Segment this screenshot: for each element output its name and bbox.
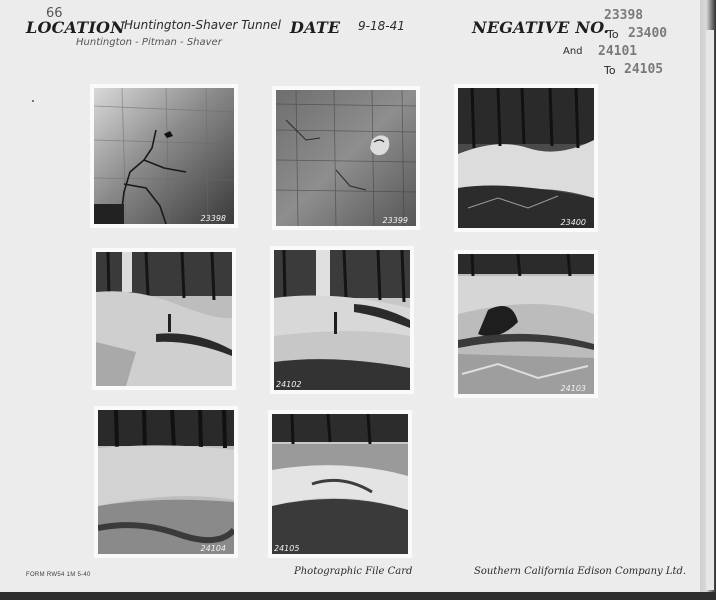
speck	[32, 100, 34, 102]
photo-number: 24104	[200, 544, 226, 553]
photo-forest-clearing-figure	[96, 252, 232, 386]
footer-title: Photographic File Card	[294, 566, 413, 577]
photo-23399	[272, 86, 420, 230]
location-line2: Huntington - Pitman - Shaver	[76, 37, 222, 48]
photo-23398	[90, 84, 238, 228]
photo-forest-pipeline-snow	[458, 88, 594, 228]
footer-company: Southern California Edison Company Ltd.	[474, 566, 687, 577]
card-number: 66	[46, 6, 63, 21]
photo-number: 23399	[382, 216, 408, 225]
photo-number: 24103	[560, 384, 586, 393]
negative-label: NEGATIVE NO.	[472, 18, 610, 37]
photo-number: 24105	[274, 544, 300, 553]
date-value: 9-18-41	[358, 19, 405, 33]
photo-number: 23398	[200, 214, 226, 223]
negative-to-1: To	[607, 28, 619, 41]
and-label: And	[563, 46, 583, 57]
negative-to-2: To	[604, 64, 616, 77]
negative-end-2: 24105	[624, 62, 664, 77]
photo-24105	[268, 410, 412, 558]
photo-row2-1	[92, 248, 236, 390]
form-code: FORM RW54 1M 5-40	[26, 572, 91, 578]
bottom-edge-strip	[0, 592, 716, 600]
photo-forest-ground	[98, 410, 234, 554]
negative-end-1: 23400	[628, 26, 668, 41]
photo-24102	[270, 246, 414, 394]
right-edge-slot	[706, 30, 714, 590]
location-label: LOCATION	[26, 18, 126, 37]
negative-start-1: 23398	[604, 8, 644, 23]
photo-wall-cracked	[94, 88, 234, 224]
location-line1: Huntington-Shaver Tunnel	[124, 18, 281, 32]
photo-24104	[94, 406, 238, 558]
right-edge-strip	[700, 0, 716, 600]
negative-start-2: 24101	[598, 44, 638, 59]
photo-number: 24102	[276, 380, 302, 389]
photo-forest-snow-path	[272, 414, 408, 554]
photo-forest-gully	[458, 254, 594, 394]
photo-23400	[454, 84, 598, 232]
photo-wall-spalled	[276, 90, 416, 226]
photo-number: 23400	[560, 218, 586, 227]
date-label: DATE	[290, 18, 341, 37]
photo-24103	[454, 250, 598, 398]
photo-forest-trench-figure	[274, 250, 410, 390]
